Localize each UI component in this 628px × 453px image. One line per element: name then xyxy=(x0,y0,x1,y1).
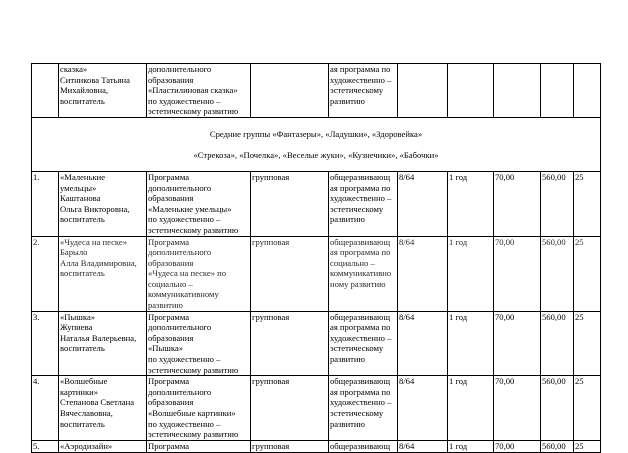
cell-duration: 1 год xyxy=(448,171,494,236)
cell-total: 560,00 xyxy=(541,376,574,441)
cell-num xyxy=(32,64,59,118)
table-row xyxy=(32,171,601,236)
cell-total: 560,00 xyxy=(541,236,574,311)
cell-num: 3. xyxy=(32,311,59,376)
group-header-line-1: Средние группы «Фантазеры», «Ладушки», «Здоровейка» xyxy=(209,128,423,139)
cell-hours: 8/64 xyxy=(398,236,448,311)
cell-name: «Маленькие умельцы» Каштанова Ольга Викторовна, воспитатель xyxy=(59,171,147,236)
cell-hours: 8/64 xyxy=(398,171,448,236)
cell-duration: 1 год xyxy=(448,440,494,452)
table-row xyxy=(32,311,601,376)
group-header-cell xyxy=(32,117,601,171)
cell-focus: общеразвивающ ая программа по художественно – эстетическому развитию xyxy=(329,311,398,376)
group-header-row xyxy=(32,117,601,171)
cell-price: 70,00 xyxy=(494,311,541,376)
cell-program: Программа дополнительного образования «Чудеса на песке» по социально – коммуникативному развитию xyxy=(147,236,251,311)
group-header-line-2: «Стрекоза», «Почелка», «Веселые жуки», «Кузнечики», «Бабочки» xyxy=(193,149,439,160)
cell-num: 1. xyxy=(32,171,59,236)
cell-total: 560,00 xyxy=(541,440,574,452)
cell-form xyxy=(251,64,329,118)
services-table xyxy=(31,63,601,453)
cell-num: 2. xyxy=(32,236,59,311)
table-row xyxy=(32,236,601,311)
cell-total xyxy=(541,64,574,118)
cell-price: 70,00 xyxy=(494,440,541,452)
cell-name: «Волшебные картинки» Степанова Светлана Вячеславовна, воспитатель xyxy=(59,376,147,441)
cell-form: групповая xyxy=(251,376,329,441)
cell-form: групповая xyxy=(251,311,329,376)
cell-total: 560,00 xyxy=(541,171,574,236)
cell-count: 25 xyxy=(574,171,601,236)
cell-duration: 1 год xyxy=(448,311,494,376)
cell-form: групповая xyxy=(251,171,329,236)
cell-price xyxy=(494,64,541,118)
cell-hours: 8/64 xyxy=(398,440,448,452)
cell-focus: общеразвивающ ая программа по художественно – эстетическому развитию xyxy=(329,171,398,236)
cell-focus: общеразвивающ xyxy=(329,440,398,452)
cell-name: «Чудеса на песке» Барыло Алла Владимировна, воспитатель xyxy=(59,236,147,311)
cell-count: 25 xyxy=(574,236,601,311)
cell-form: групповая xyxy=(251,236,329,311)
cell-program: Программа xyxy=(147,440,251,452)
cell-price: 70,00 xyxy=(494,171,541,236)
cell-name: «Аэродизайн» xyxy=(59,440,147,452)
cell-num: 5. xyxy=(32,440,59,452)
cell-hours xyxy=(398,64,448,118)
cell-hours: 8/64 xyxy=(398,376,448,441)
cell-form: групповая xyxy=(251,440,329,452)
cell-total: 560,00 xyxy=(541,311,574,376)
table-row-continued xyxy=(32,64,601,118)
cell-count: 25 xyxy=(574,376,601,441)
cell-focus: общеразвивающ ая программа по социально – коммуникативно ному развитию xyxy=(329,236,398,311)
cell-price: 70,00 xyxy=(494,236,541,311)
cell-program: Программа дополнительного образования «Пышка» по художественно – эстетическому развитию xyxy=(147,311,251,376)
cell-focus: общеразвивающ ая программа по художественно – эстетическому развитию xyxy=(329,376,398,441)
cell-name: «Пышка» Жупиева Наталья Валерьевна, воспитатель xyxy=(59,311,147,376)
cell-duration xyxy=(448,64,494,118)
cell-duration: 1 год xyxy=(448,376,494,441)
cell-program: Программа дополнительного образования «Волшебные картинки» по художественно – эстетическому развитию xyxy=(147,376,251,441)
table-row xyxy=(32,440,601,452)
cell-program: Программа дополнительного образования «Маленькие умельцы» по художественно – эстетическому развитию xyxy=(147,171,251,236)
cell-program: дополнительного образования «Пластилиновая сказка» по художественно – эстетическому развитию xyxy=(147,64,251,118)
cell-price: 70,00 xyxy=(494,376,541,441)
table-row xyxy=(32,376,601,441)
cell-focus: ая программа по художественно – эстетическому развитию xyxy=(329,64,398,118)
cell-hours: 8/64 xyxy=(398,311,448,376)
cell-count: 25 xyxy=(574,440,601,452)
cell-count: 25 xyxy=(574,311,601,376)
cell-num: 4. xyxy=(32,376,59,441)
cell-name: сказка» Ситникова Татьяна Михайловна, воспитатель xyxy=(59,64,147,118)
cell-duration: 1 год xyxy=(448,236,494,311)
cell-count xyxy=(574,64,601,118)
